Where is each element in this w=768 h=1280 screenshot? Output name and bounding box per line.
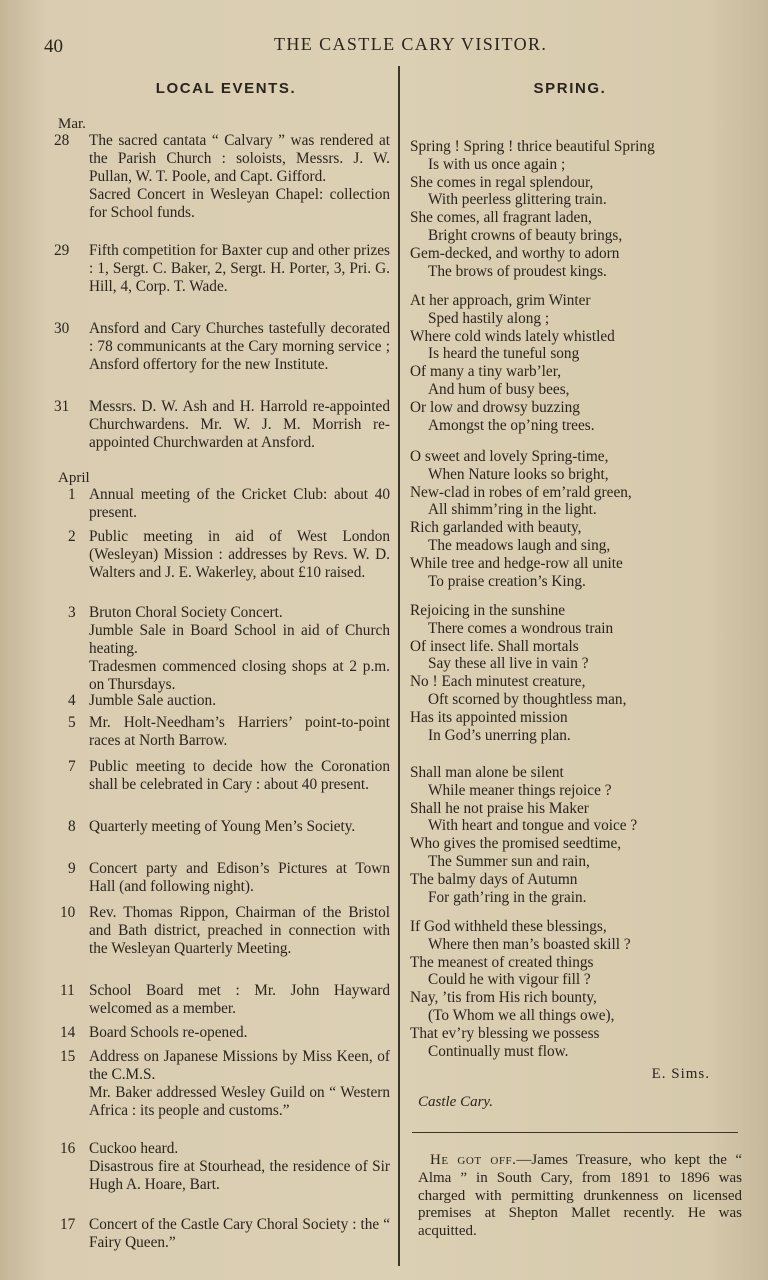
poem-line: Nay, ’tis from His rich bounty,: [410, 989, 597, 1007]
event-text: Ansford and Cary Churches tastefully decorated : 78 communicants at the Cary morning service ; Ansford offertory for the new Institute.: [89, 320, 390, 373]
event-day: 11: [60, 982, 75, 999]
event-day: 9: [68, 860, 76, 877]
event-text: Fifth competition for Baxter cup and other prizes : 1, Sergt. C. Baker, 2, Sergt. H. Porter, 3, Pri. G. Hill, 4, Corp. T. Wade.: [89, 242, 390, 295]
event-day: 31: [54, 398, 70, 415]
event-day: 5: [68, 714, 76, 731]
local-events-heading: LOCAL EVENTS.: [155, 80, 297, 97]
event-text: Annual meeting of the Cricket Club: about 40 present.: [89, 486, 390, 521]
event-day: 10: [60, 904, 76, 921]
poem-stanza: [410, 602, 740, 744]
spring-poem-column: [410, 80, 742, 1240]
poem-line: There comes a wondrous train: [428, 619, 614, 637]
event-day: 17: [60, 1216, 76, 1233]
event-item: [54, 528, 390, 582]
event-text: Disastrous fire at Stourhead, the residence of Sir Hugh A. Hoare, Bart.: [89, 1158, 390, 1193]
poem-line: While tree and hedge-row all unite: [410, 554, 623, 572]
event-item: [54, 982, 390, 1018]
poem-line: For gath’ring in the grain.: [428, 888, 587, 906]
poem-line: The Summer sun and rain,: [428, 852, 590, 870]
event-item: [54, 398, 390, 452]
event-item: [54, 1048, 390, 1120]
event-day: 8: [68, 818, 76, 835]
journal-title: THE CASTLE CARY VISITOR.: [274, 34, 548, 54]
month-label-april: April: [58, 470, 90, 486]
event-text: School Board met : Mr. John Hayward welcomed as a member.: [89, 982, 390, 1017]
news-note: [418, 1152, 742, 1241]
poem-line: With heart and tongue and voice ?: [428, 817, 638, 835]
event-day: 1: [68, 486, 76, 503]
event-item: [54, 132, 390, 222]
poem-line: Sped hastily along ;: [428, 309, 550, 327]
event-day: 16: [60, 1140, 76, 1157]
poem-line: Rejoicing in the sunshine: [410, 602, 566, 619]
news-note-body: —James Treasure, who kept the “ Alma ” in South Cary, from 1891 to 1896 was charged with permitting drunkenness on licensed premises at Shepton Mallet recently. He was acquitted.: [418, 1152, 742, 1240]
event-item: [54, 604, 390, 694]
event-text: Sacred Concert in Wesleyan Chapel: collection for School funds.: [89, 186, 390, 221]
event-item: [54, 1024, 390, 1042]
month-label-march: Mar.: [58, 116, 86, 132]
poem-stanza: [410, 292, 740, 434]
spring-heading: SPRING.: [533, 80, 607, 97]
poem-line: Spring ! Spring ! thrice beautiful Spring: [410, 138, 655, 155]
event-day: 2: [68, 528, 76, 545]
event-text: Jumble Sale in Board School in aid of Church heating.: [89, 622, 390, 657]
poem-line: If God withheld these blessings,: [410, 918, 607, 935]
event-item: [54, 904, 390, 958]
event-day: 7: [68, 758, 76, 775]
event-text: Concert party and Edison’s Pictures at Town Hall (and following night).: [89, 860, 390, 895]
event-text: Jumble Sale auction.: [89, 692, 217, 709]
poem-line: With peerless glittering train.: [428, 191, 607, 209]
event-item: [54, 818, 390, 836]
poem-line: She comes, all fragrant laden,: [410, 209, 592, 227]
event-text: Quarterly meeting of Young Men’s Society.: [89, 818, 356, 835]
event-item: [54, 1140, 390, 1194]
column-divider: [398, 66, 400, 1266]
poem-line: Who gives the promised seedtime,: [410, 835, 622, 853]
poem-place: Castle Cary.: [418, 1094, 494, 1110]
poem-stanza: [410, 138, 740, 280]
poem-line: Where cold winds lately whistled: [410, 327, 615, 345]
poem-line: Rich garlanded with beauty,: [410, 519, 582, 537]
poem-line: The meadows laugh and sing,: [428, 536, 611, 554]
poem-line: Oft scorned by thoughtless man,: [428, 690, 627, 708]
poem-line: The brows of proudest kings.: [428, 262, 607, 280]
poem-line: Shall he not praise his Maker: [410, 799, 589, 817]
event-item: [54, 714, 390, 750]
event-item: [54, 692, 390, 710]
poem-line: Where then man’s boasted skill ?: [428, 935, 631, 953]
event-text: The sacred cantata “ Calvary ” was rendered at the Parish Church : soloists, Messrs. J. W. Pullan, W. T. Poole, and Capt. Gifford.: [89, 132, 390, 185]
poem-line: That ev’ry blessing we possess: [410, 1024, 600, 1042]
poem-line: To praise creation’s King.: [428, 572, 586, 590]
poem-line: At her approach, grim Winter: [410, 292, 591, 309]
poem-line: Is heard the tuneful song: [428, 345, 580, 363]
poem-line: Or low and drowsy buzzing: [410, 398, 580, 416]
poem-line: Continually must flow.: [428, 1042, 569, 1060]
poem-line: Has its appointed mission: [410, 708, 568, 726]
event-day: 29: [54, 242, 70, 259]
event-text: Board Schools re-opened.: [89, 1024, 248, 1041]
event-day: 28: [54, 132, 70, 149]
event-text: Bruton Choral Society Concert.: [89, 604, 283, 621]
event-item: [54, 242, 390, 296]
event-item: [54, 486, 390, 522]
poem-line: New-clad in robes of em’rald green,: [410, 483, 632, 501]
poem-line: Shall man alone be silent: [410, 764, 564, 781]
event-item: [54, 1216, 390, 1252]
poem-line: Amongst the op’ning trees.: [428, 416, 595, 434]
poem-line: While meaner things rejoice ?: [428, 781, 612, 799]
event-day: 30: [54, 320, 70, 337]
poem-line: (To Whom we all things owe),: [428, 1006, 615, 1024]
section-divider: [412, 1132, 738, 1133]
event-item: [54, 860, 390, 896]
event-text: Public meeting to decide how the Coronation shall be celebrated in Cary : about 40 present.: [89, 758, 390, 793]
poem-line: Gem-decked, and worthy to adorn: [410, 244, 620, 262]
poem-line: O sweet and lovely Spring-time,: [410, 448, 609, 465]
poem-line: When Nature looks so bright,: [428, 465, 609, 483]
poem-line: All shimm’ring in the light.: [428, 501, 597, 519]
poem-line: Is with us once again ;: [428, 155, 566, 173]
event-day: 3: [68, 604, 76, 621]
poem-line: In God’s unerring plan.: [428, 726, 571, 744]
news-note-lead: He got off.: [430, 1152, 517, 1168]
event-text: Mr. Baker addressed Wesley Guild on “ Western Africa : its people and customs.”: [89, 1084, 390, 1119]
page-number: 40: [44, 36, 63, 57]
local-events-column: [54, 80, 390, 1251]
event-text: Rev. Thomas Rippon, Chairman of the Bristol and Bath district, preached in connection with the Wesleyan Quarterly Meeting.: [89, 904, 390, 957]
event-day: 14: [60, 1024, 76, 1041]
poem-author: E. Sims.: [651, 1066, 710, 1082]
event-text: Tradesmen commenced closing shops at 2 p.m. on Thursdays.: [89, 658, 390, 693]
event-item: [54, 320, 390, 374]
event-text: Public meeting in aid of West London (Wesleyan) Mission : addresses by Revs. W. D. Walters and J. E. Wakerley, about £10 raised.: [89, 528, 390, 581]
event-day: 4: [68, 692, 76, 709]
poem-line: Could he with vigour fill ?: [428, 971, 591, 989]
event-day: 15: [60, 1048, 76, 1065]
poem-line: The balmy days of Autumn: [410, 870, 578, 888]
poem-line: She comes in regal splendour,: [410, 173, 594, 191]
event-text: Messrs. D. W. Ash and H. Harrold re-appointed Churchwardens. Mr. W. J. M. Morrish re-appointed Churchwarden at Ansford.: [89, 398, 390, 451]
event-text: Cuckoo heard.: [89, 1140, 179, 1157]
event-text: Concert of the Castle Cary Choral Society : the “ Fairy Queen.”: [89, 1216, 390, 1251]
poem-stanza: [410, 764, 740, 906]
poem-line: Of many a tiny warb’ler,: [410, 363, 562, 381]
poem-line: Of insect life. Shall mortals: [410, 637, 579, 655]
event-text: Mr. Holt-Needham’s Harriers’ point-to-point races at North Barrow.: [89, 714, 390, 749]
event-text: Address on Japanese Missions by Miss Keen, of the C.M.S.: [89, 1048, 390, 1083]
poem-line: Bright crowns of beauty brings,: [428, 226, 623, 244]
poem-stanza: [410, 448, 740, 590]
running-head: [0, 34, 768, 58]
poem-line: The meanest of created things: [410, 953, 594, 971]
poem-stanza: [410, 918, 740, 1060]
poem-line: And hum of busy bees,: [428, 380, 570, 398]
event-item: [54, 758, 390, 794]
poem-line: No ! Each minutest creature,: [410, 673, 586, 691]
poem-line: Say these all live in vain ?: [428, 655, 589, 673]
